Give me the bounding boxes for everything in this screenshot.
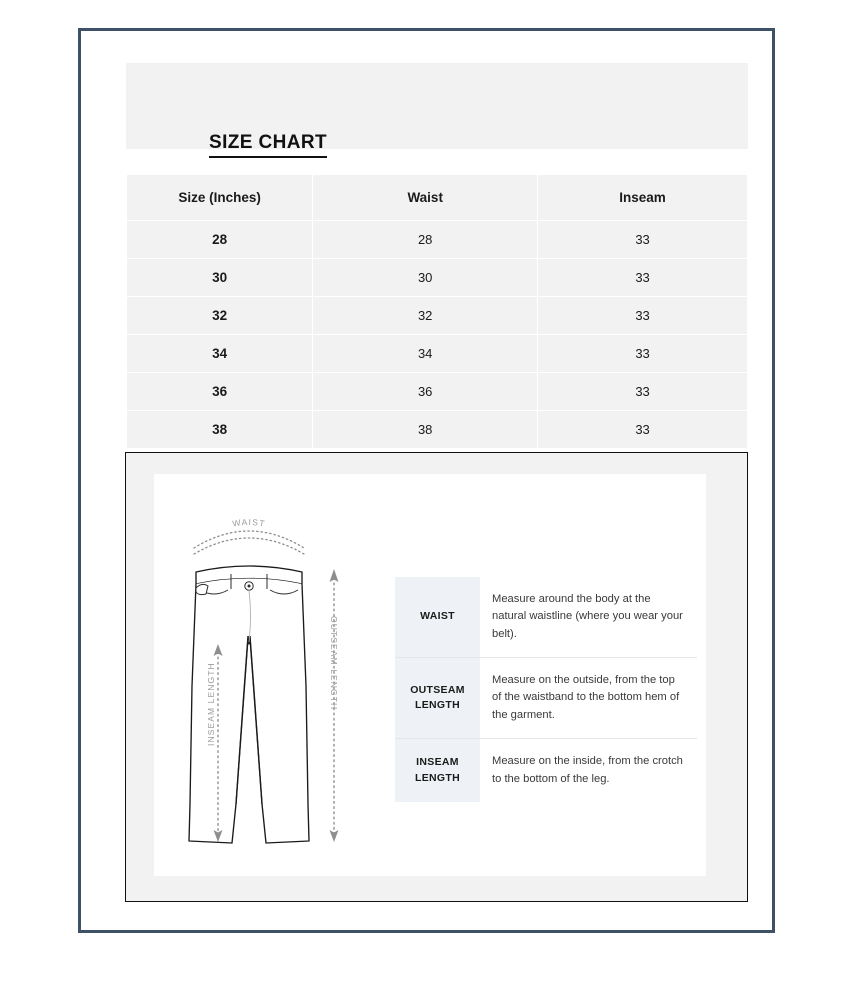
measurement-row xyxy=(395,739,697,802)
cell-size: 36 xyxy=(127,373,313,411)
cell-waist: 38 xyxy=(313,411,538,449)
measurement-row xyxy=(395,577,697,658)
column-header-waist: Waist xyxy=(313,175,538,221)
waist-measure-annotation xyxy=(194,517,304,554)
cell-inseam: 33 xyxy=(538,373,748,411)
measurement-label-waist: WAIST xyxy=(395,577,480,658)
measurement-definitions-table xyxy=(395,577,697,802)
cell-waist: 36 xyxy=(313,373,538,411)
table-header-row xyxy=(127,175,748,221)
outseam-measure-annotation xyxy=(329,569,339,842)
table-row xyxy=(127,335,748,373)
table-row xyxy=(127,411,748,449)
cell-inseam: 33 xyxy=(538,411,748,449)
cell-waist: 30 xyxy=(313,259,538,297)
cell-waist: 34 xyxy=(313,335,538,373)
cell-inseam: 33 xyxy=(538,297,748,335)
cell-inseam: 33 xyxy=(538,259,748,297)
cell-size: 28 xyxy=(127,221,313,259)
measurement-description-outseam: Measure on the outside, from the top of the waistband to the bottom hem of the garment. xyxy=(480,658,697,739)
measurement-label-outseam: OUTSEAM LENGTH xyxy=(395,658,480,739)
waist-arc-label: WAIST xyxy=(231,516,267,529)
measurement-description-inseam: Measure on the inside, from the crotch to the bottom of the leg. xyxy=(480,739,697,802)
jeans-diagram xyxy=(174,486,389,871)
table-row xyxy=(127,221,748,259)
cell-size: 38 xyxy=(127,411,313,449)
cell-size: 30 xyxy=(127,259,313,297)
table-row xyxy=(127,297,748,335)
cell-size: 32 xyxy=(127,297,313,335)
cell-size: 34 xyxy=(127,335,313,373)
column-header-size: Size (Inches) xyxy=(127,175,313,221)
inseam-length-label: INSEAM LENGTH xyxy=(206,662,216,746)
measurement-guide-panel xyxy=(125,452,748,902)
cell-inseam: 33 xyxy=(538,335,748,373)
measurement-description-waist: Measure around the body at the natural waistline (where you wear your belt). xyxy=(480,577,697,658)
outseam-length-label: OUTSEAM LENGTH xyxy=(329,616,339,711)
title-band xyxy=(126,63,748,153)
table-row xyxy=(127,373,748,411)
page-title: SIZE CHART xyxy=(209,133,327,158)
cell-inseam: 33 xyxy=(538,221,748,259)
size-table xyxy=(126,174,748,449)
column-header-inseam: Inseam xyxy=(538,175,748,221)
outer-frame xyxy=(78,28,775,933)
measurement-row xyxy=(395,658,697,739)
cell-waist: 32 xyxy=(313,297,538,335)
measurement-guide-inner xyxy=(154,474,706,876)
cell-waist: 28 xyxy=(313,221,538,259)
table-row xyxy=(127,259,748,297)
measurement-label-inseam: INSEAM LENGTH xyxy=(395,739,480,802)
